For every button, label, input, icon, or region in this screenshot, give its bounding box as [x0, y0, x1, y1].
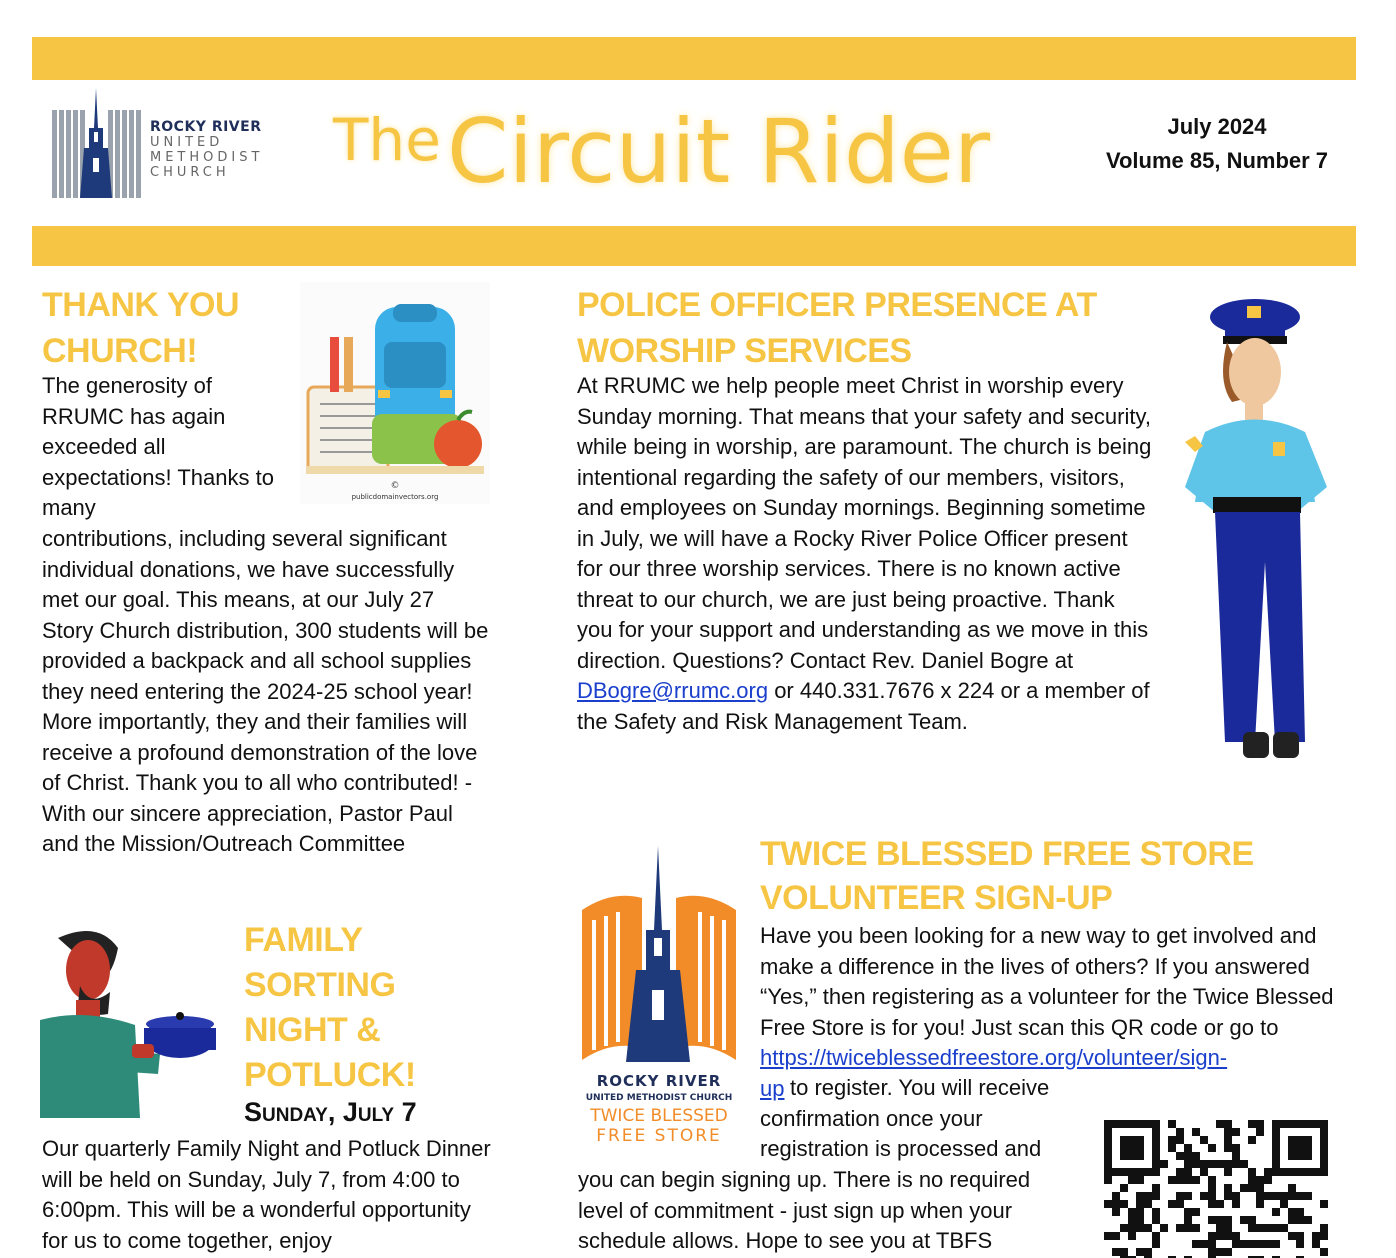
thank-you-title	[42, 282, 239, 374]
masthead-title: Circuit Rider	[447, 100, 990, 203]
family-night-title-line-2: SORTING	[244, 966, 396, 1004]
thank-you-body: contributions, including several significant individual donations, we have successfully met our goal. This means, at our July 27 Story Church distribution, 300 students will be provided a backpack and all school supplies they need entering the 2024-25 school year! More importantly, they and their families will receive a profound demonstration of the love of Christ. Thank you to all who contributed! - With our sincere appreciation, Pastor Paul and the Mission/Outreach Committee	[42, 526, 489, 856]
family-night-date: Sunday, July 7	[244, 1097, 417, 1127]
issue-date: July 2024	[1167, 114, 1267, 139]
qr-code-icon	[1104, 1120, 1328, 1258]
family-night-title-line-1: FAMILY	[244, 921, 363, 959]
logo-line-3: METHODIST	[150, 150, 264, 165]
newsletter-masthead	[325, 92, 1085, 222]
thank-you-body-top: The generosity of RRUMC has again exceeded all expectations! Thanks to many	[42, 373, 274, 520]
twice-blessed-body-mid-text: to register. You will receive confirmation once your registration is processed and	[760, 1075, 1050, 1161]
police-title	[577, 282, 1097, 374]
church-logo-text	[150, 120, 263, 179]
potluck-man-image	[40, 928, 220, 1118]
volunteer-signup-link[interactable]: https://twiceblessedfreestore.org/volunteer/sign-	[760, 1045, 1228, 1070]
church-logo	[48, 88, 268, 206]
twice-blessed-title-line-1: TWICE BLESSED FREE STORE	[760, 835, 1254, 873]
backpack-image	[300, 282, 490, 504]
masthead-the: The	[333, 106, 441, 174]
police-title-line-1: POLICE OFFICER PRESENCE AT	[577, 286, 1097, 324]
header-band-top	[32, 37, 1356, 80]
tbfs-logo-line-1: ROCKY RIVER	[596, 1072, 722, 1090]
family-night-title-line-4: POTLUCK!	[244, 1056, 416, 1094]
tbfs-logo-line-2: UNITED METHODIST CHURCH	[585, 1093, 733, 1103]
apple-icon	[434, 420, 482, 468]
thank-you-title-line-2: CHURCH!	[42, 332, 198, 370]
police-pants-icon	[1215, 512, 1305, 742]
twice-blessed-body-bottom: you can begin signing up. There is no required level of commitment - just sign up when your schedule allows. Hope to see you at TBFS	[578, 1167, 1031, 1253]
twice-blessed-title-line-2: VOLUNTEER SIGN-UP	[760, 879, 1113, 917]
pencil-icon	[330, 337, 339, 392]
church-steeple-icon	[48, 88, 148, 206]
twice-blessed-body-mid	[760, 1073, 1080, 1165]
volunteer-qr-code[interactable]	[1104, 1120, 1328, 1258]
twice-blessed-title	[760, 832, 1254, 920]
logo-line-4: CHURCH	[150, 165, 230, 180]
police-body	[577, 371, 1152, 737]
image-credit-symbol: ©	[390, 481, 400, 491]
tbfs-logo-line-3: TWICE BLESSED	[590, 1106, 728, 1126]
police-body-text: At RRUMC we help people meet Christ in worship every Sunday morning. That means that your safety and security, while being in worship, are paramount. The church is being intentional regarding the safety of our members, visitors, and employees on Sunday mornings. Beginning sometime in July, we will have a Rocky River Police Officer present for our three worship services. There is no known active threat to our church, we are just being proactive. Thank you for your support and understanding as we move in this direction. Questions? Contact Rev. Daniel Bogre at	[577, 373, 1152, 673]
image-credit: publicdomainvectors.org	[351, 493, 439, 501]
family-night-body: Our quarterly Family Night and Potluck Dinner will be held on Sunday, July 7, from 4:00 to 6:00pm. This will be a wonderful opportunity for us to come together, enjoy	[42, 1136, 491, 1253]
issue-volume: Volume 85, Number 7	[1105, 148, 1329, 173]
family-night-title-line-3: NIGHT &	[244, 1011, 381, 1049]
thank-you-title-line-1: THANK YOU	[42, 286, 239, 324]
steeple-icon	[654, 846, 662, 930]
logo-line-1: ROCKY RIVER	[150, 119, 262, 135]
police-email-link[interactable]: DBogre@rrumc.org	[577, 678, 769, 703]
family-night-title	[244, 918, 416, 1098]
logo-line-2: UNITED	[150, 135, 224, 150]
tbfs-logo-line-4: FREE STORE	[596, 1126, 722, 1146]
police-officer-image	[1175, 292, 1340, 762]
pencil-icon	[344, 337, 353, 392]
twice-blessed-body-text: Have you been looking for a new way to get involved and make a difference in the lives of others? If you answered “Yes,” then registering as a volunteer for the Twice Blessed Free Store is for you! Just scan this QR code or go to	[760, 923, 1334, 1040]
header-band-bottom	[32, 226, 1356, 266]
volunteer-signup-link-end[interactable]: up	[760, 1075, 785, 1101]
twice-blessed-logo	[578, 840, 740, 1150]
issue-info	[1082, 110, 1352, 178]
police-title-line-2: WORSHIP SERVICES	[577, 332, 912, 370]
police-body-tail: or 440.331.7676 x 224 or a member of the Safety and Risk Management Team.	[577, 678, 1150, 734]
